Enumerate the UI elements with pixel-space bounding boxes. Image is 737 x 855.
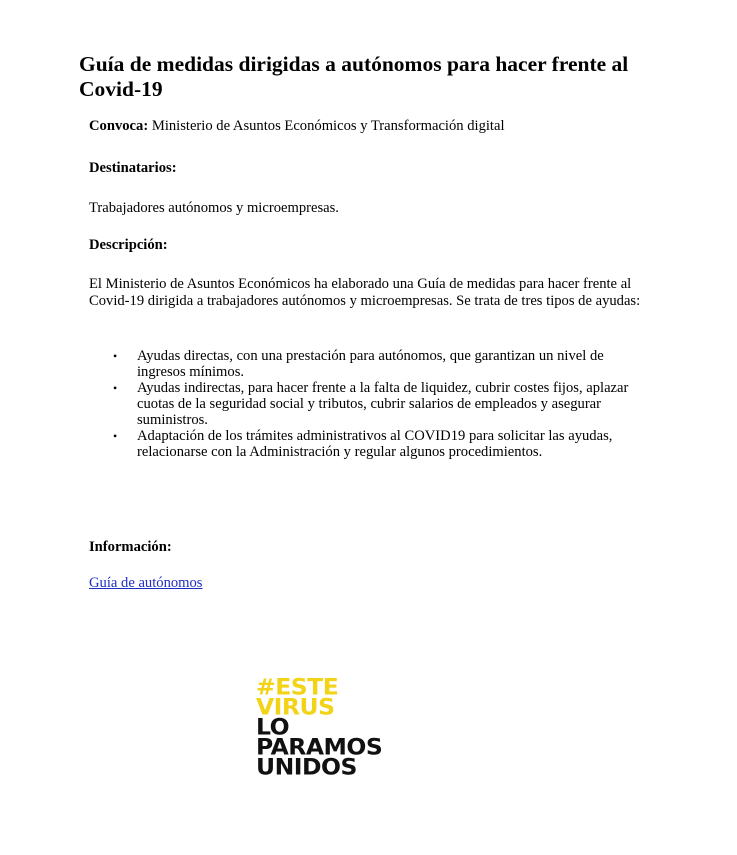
- list-item: • Adaptación de los trámites administrativos al COVID19 para solicitar las ayudas, relacionarse con la Administración y regular algunos procedimientos.: [89, 428, 649, 460]
- este-virus-lo-paramos-unidos-logo: [256, 673, 383, 781]
- guia-autonomos-link[interactable]: Guía de autónomos: [89, 575, 203, 591]
- destinatarios-heading: Destinatarios:: [89, 160, 177, 176]
- logo-line-paramos: PARAMOS: [256, 733, 383, 761]
- page-title: Guía de medidas dirigidas a autónomos para hacer frente al Covid-19: [79, 52, 629, 101]
- convoca-line: [89, 118, 505, 135]
- convoca-label: Convoca:: [89, 118, 149, 134]
- logo-line-hashtag: #ESTE: [256, 673, 339, 701]
- descripcion-heading: Descripción:: [89, 237, 168, 253]
- logo-line-lo: LO: [256, 713, 290, 741]
- descripcion-text: El Ministerio de Asuntos Económicos ha elaborado una Guía de medidas para hacer frente al Covid-19 dirigida a trabajadores autónomos y microempresas. Se trata de tres tipos de ayudas:: [89, 276, 641, 309]
- destinatarios-text: Trabajadores autónomos y microempresas.: [89, 200, 339, 216]
- convoca-value: Ministerio de Asuntos Económicos y Transformación digital: [151, 118, 505, 134]
- list-item: • Ayudas directas, con una prestación para autónomos, que garantizan un nivel de ingresos mínimos.: [89, 348, 649, 380]
- informacion-heading: Información:: [89, 539, 172, 555]
- ayudas-list: [89, 348, 649, 460]
- list-item: • Ayudas indirectas, para hacer frente a la falta de liquidez, cubrir costes fijos, aplazar cuotas de la seguridad social y tributos, cubrir salarios de empleados y asegurar suministros.: [89, 380, 649, 428]
- logo-line-unidos: UNIDOS: [256, 753, 357, 781]
- logo-line-virus: VIRUS: [256, 693, 335, 721]
